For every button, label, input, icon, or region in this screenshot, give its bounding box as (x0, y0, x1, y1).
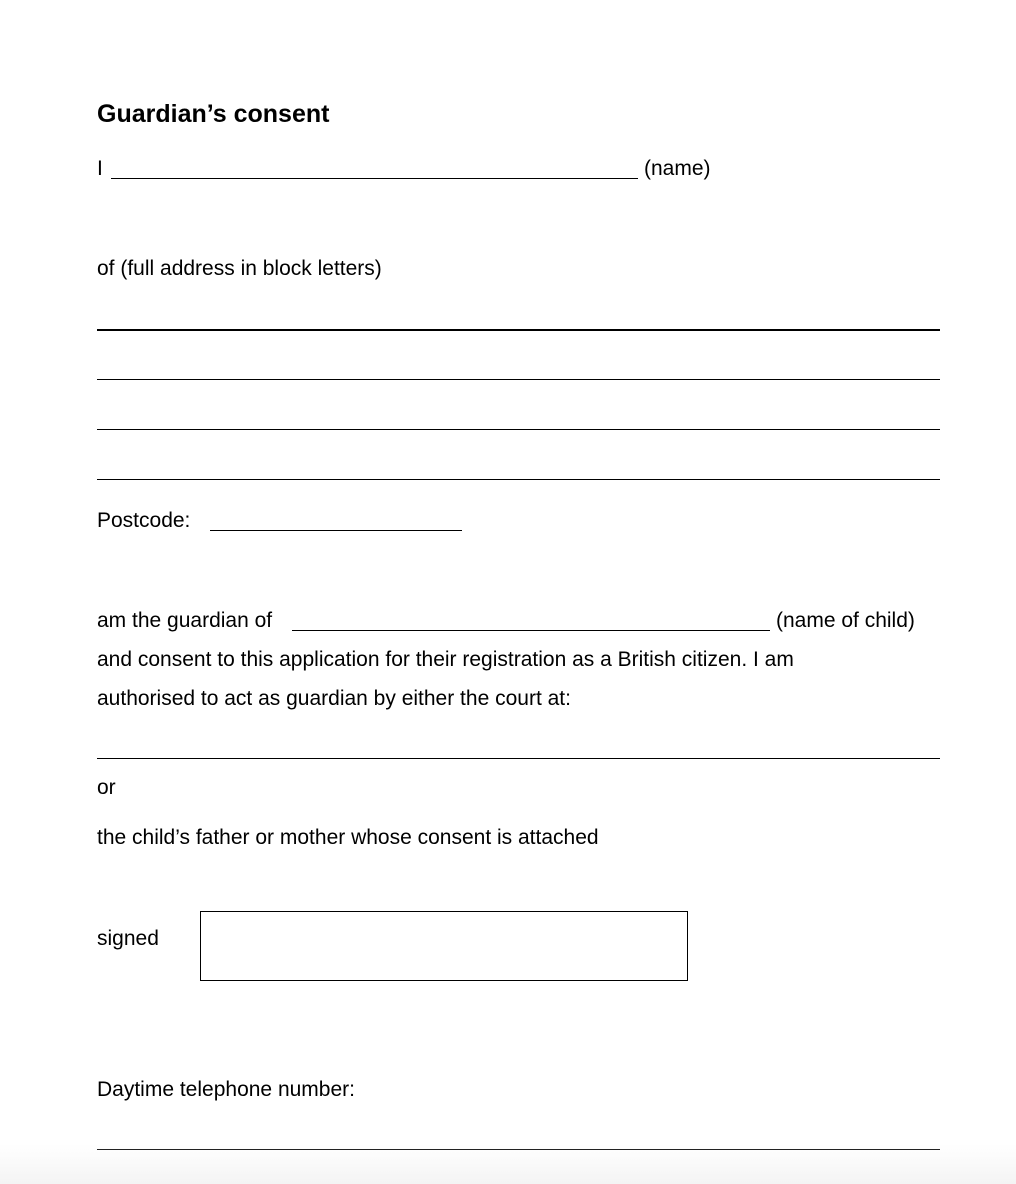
address-line-2[interactable] (97, 379, 940, 380)
name-field[interactable] (111, 178, 638, 179)
page-title: Guardian’s consent (97, 100, 330, 128)
or-label: or (97, 776, 116, 799)
signature-box[interactable] (200, 911, 688, 981)
phone-label: Daytime telephone number: (97, 1078, 355, 1101)
name-prefix: I (97, 157, 103, 180)
address-line-3[interactable] (97, 429, 940, 430)
page-bottom-shadow (0, 1144, 1016, 1184)
consent-text-line-1: and consent to this application for their registration as a British citizen. I am (97, 648, 794, 671)
postcode-label: Postcode: (97, 509, 191, 532)
consent-text-line-2: authorised to act as guardian by either the court at: (97, 687, 571, 710)
name-suffix: (name) (644, 157, 711, 180)
guardian-suffix: (name of child) (776, 609, 915, 632)
signed-label: signed (97, 927, 159, 950)
postcode-field[interactable] (210, 530, 462, 531)
guardian-prefix: am the guardian of (97, 609, 273, 632)
parent-option-text: the child’s father or mother whose consent is attached (97, 826, 599, 849)
child-name-field[interactable] (292, 630, 770, 631)
court-field[interactable] (97, 758, 940, 759)
address-label: of (full address in block letters) (97, 257, 382, 280)
address-line-4[interactable] (97, 479, 940, 480)
address-line-1[interactable] (97, 329, 940, 331)
